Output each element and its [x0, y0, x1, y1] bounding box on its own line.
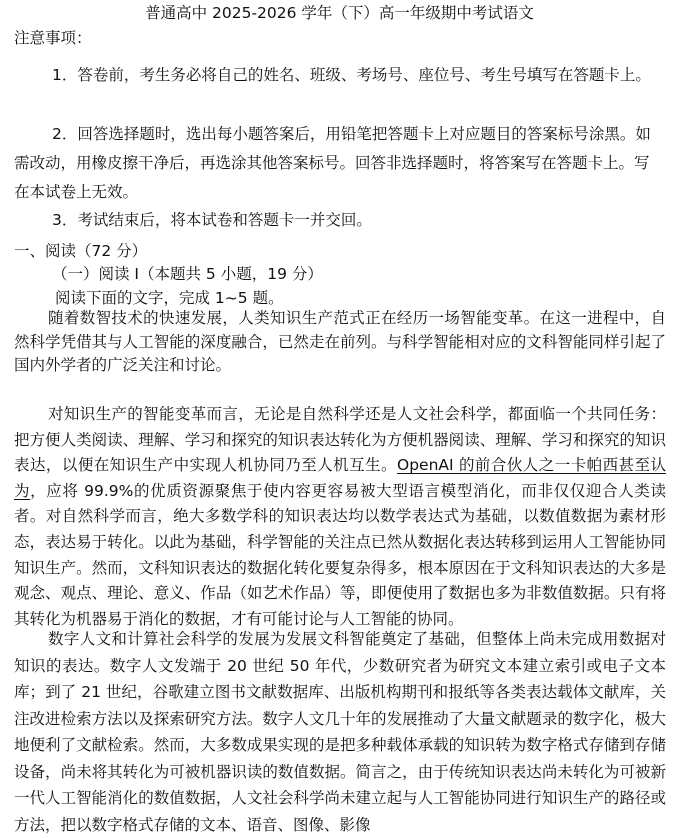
sub-heading: （一）阅读 I（本题共 5 小题，19 分）: [52, 265, 323, 283]
paragraph-text: 对知识生产的智能变革而言，无论是自然科学还是人文社会科学，都面临一个共同任务：把方便人类阅读、理解、学习和探究的知识表达转化为方便机器阅读、理解、学习和探究的知识表达，以便在知识生产中实现人机协同乃至人机互生。: [14, 405, 666, 475]
section-heading: 一、阅读（72 分）: [14, 242, 148, 260]
notice-item: 1．答卷前，考生务必将自己的姓名、班级、考场号、座位号、考生号填写在答题卡上。: [52, 66, 651, 84]
exam-title: 普通高中 2025-2026 学年（下）高一年级期中考试语文: [145, 4, 534, 22]
paragraph-text: ，应将 99.9%的优质资源聚焦于使内容更容易被大型语言模型消化，而非仅仅迎合人类读者。对自然科学而言，绝大多数学科的知识表达均以数学表达式为基础，以数值数据为素材形态，表达易于转化。以此为基础，科学智能的关注点已然从数据化表达转移到运用人工智能协同知识生产。然而，文科知识表达的数据化转化要复杂得多，根本原因在于文科知识表达的大多是观念、观点、理论、意义、作品（如艺术作品）等，即便使用了数据也多为非数值数据。只有将其转化为机器易于消化的数据，才有可能讨论与人工智能的协同。: [14, 481, 666, 628]
notice-item: 2．回答选择题时，选出每小题答案后，用铅笔把答题卡上对应题目的答案标号涂黑。如需改动，用橡皮擦干净后，再选涂其他答案标号。回答非选择题时，将答案写在答题卡上。写在本试卷上无效。: [14, 125, 651, 201]
passage-paragraph: [14, 402, 666, 632]
passage-paragraph: 随着数智技术的快速发展，人类知识生产范式正在经历一场智能变革。在这一进程中，自然科学凭借其与人工智能的深度融合，已然走在前列。与科学智能相对应的文科智能同样引起了国内外学者的广泛关注和讨论。: [14, 309, 666, 374]
notice-heading: 注意事项：: [14, 29, 92, 47]
underlined-phrase: OpenAI 的前合伙人之一卡帕西甚至认为: [14, 456, 666, 500]
notice-item: 3．考试结束后，将本试卷和答题卡一并交回。: [52, 211, 372, 229]
passage-paragraph: 数字人文和计算社会科学的发展为发展文科智能奠定了基础，但整体上尚未完成用数据对知识的表达。数字人文发端于 20 世纪 50 年代，少数研究者为研究文本建立索引或电子文本库；到了 21 世纪，谷歌建立图书文献数据库、出版机构期刊和报纸等各类表达载体文献库，关注改进检索方法以及探索研究方法。数字人文几十年的发展推动了大量文献题录的数字化，极大地便利了文献检索。然而，大多数成果实现的是把多种载体承载的知识转为数字格式存储到存储设备，尚未将其转化为可被机器识读的数值数据。简言之，由于传统知识表达尚未转化为可被新一代人工智能消化的数值数据，人文社会科学尚未建立起与人工智能协同进行知识生产的路径或方法，把以数字格式存储的文本、语音、图像、影像: [14, 630, 666, 834]
reading-instruction: 阅读下面的文字，完成 1~5 题。: [55, 289, 284, 307]
